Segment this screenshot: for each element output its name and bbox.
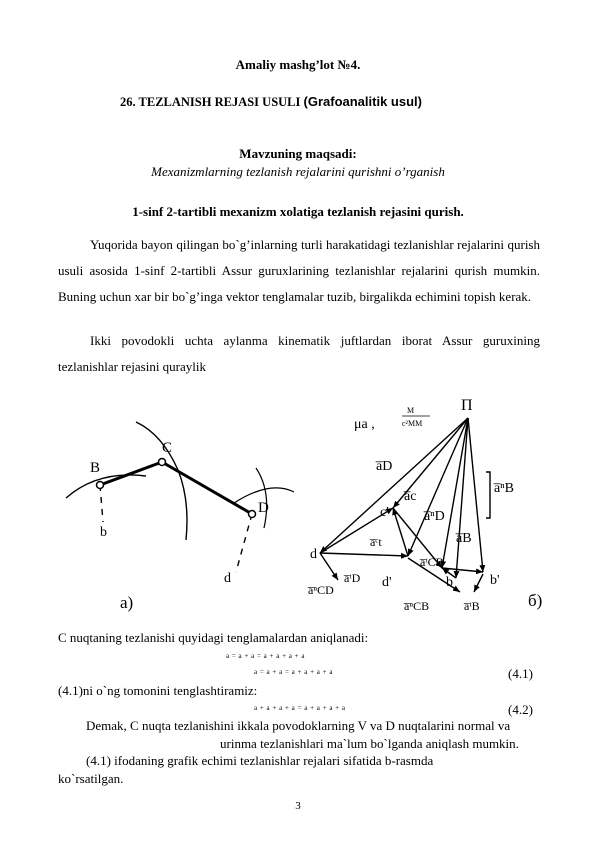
label-C: C (162, 440, 173, 456)
equation-b-number: (4.1) (508, 666, 533, 681)
transition-text: (4.1)ni o`ng tomonini tenglashtiramiz: (58, 683, 258, 698)
conclusion-line-2: urinma tezlanishlari ma`lum bo`lganda aniqlash mumkin. (220, 736, 519, 751)
paragraph-1: Yuqorida bayon qilingan bo`g’inlarning turli harakatidagi tezlanishlar rejalarini qurish usuli asosida 1-sinf 2-tartibli Assur guruxlarining tezlanishlar rejalarini qurish mumkin. Buning uchun xar bir bo`g’inga vektor tenglamalar tuzib, birgalikda echimini topish kerak. (58, 237, 540, 304)
label-aCBn: a̅ⁿCB (404, 599, 430, 613)
equations-intro: C nuqtaning tezlanishi quyidagi tenglamalardan aniqlanadi: (58, 630, 369, 645)
label-b: b (446, 575, 453, 590)
label-aB: a̅B (456, 531, 472, 546)
conclusion-line-3: (4.1) ifodaning grafik echimi tezlanishlar rejalari sifatida b-rasmda (86, 753, 434, 768)
label-d-prime: d' (382, 575, 392, 590)
label-scale: μa , (354, 417, 375, 432)
plan-labels (307, 397, 543, 613)
vector-aB-right (468, 418, 483, 572)
label-aCt: a̅ᶜt (370, 535, 382, 549)
paragraph-2: Ikki povodokli uchta aylanma kinematik juftlardan iborat Assur guruxining tezlanishlar rejasini quraylik (58, 333, 540, 374)
conclusion-line-4: ko`rsatilgan. (58, 771, 124, 786)
mechanism-figure (58, 388, 548, 620)
label-aDt: a̅ᵗD (344, 571, 361, 585)
label-panel-a: a) (120, 593, 134, 612)
label-b-ground: b (100, 525, 107, 540)
section-heading: 1-sinf 2-tartibli mexanizm xolatiga tezlanish rejasini qurish. (132, 204, 464, 219)
label-aBn: a̅ⁿB (494, 481, 514, 496)
label-aCDn: a̅ⁿCD (308, 583, 334, 597)
acceleration-plan (320, 418, 490, 592)
conclusion-line-1: Demak, C nuqta tezlanishini ikkala povodoklarning V va D nuqtalarini normal va (86, 718, 511, 733)
goal-heading: Mavzuning maqsadi: (239, 146, 357, 161)
label-B: B (90, 460, 101, 476)
topic-main: 26. TEZLANISH REJASI USULI (120, 95, 301, 109)
page-number: 3 (295, 800, 301, 812)
label-D: D (258, 500, 269, 516)
label-aDn: a̅ⁿD (424, 509, 445, 524)
mechanism-diagram (66, 422, 294, 612)
equation-b: a = a + a = a + a + a + a (254, 668, 333, 676)
equation-c: a + a + a + a = a + a + a + a (254, 704, 346, 712)
page-title: Amaliy mashg’lot №4. (235, 57, 361, 72)
topic-sub: (Grafoanalitik usul) (303, 94, 422, 109)
label-aCBt: a̅ᵗCB (420, 555, 444, 569)
label-scale-den: c²MM (402, 419, 423, 428)
topic-heading (120, 94, 540, 110)
label-aC: a̅c (404, 489, 417, 504)
label-panel-b: б) (528, 591, 543, 610)
equation-c-number: (4.2) (508, 702, 533, 717)
label-c-prime: c' (380, 505, 389, 520)
goal-text: Mexanizmlarning tezlanish rejalarini qurishni o’rganish (151, 164, 445, 179)
vector-aD (320, 418, 468, 553)
label-aD: a̅D (376, 459, 393, 474)
label-d: d (310, 547, 317, 562)
label-d-ground: d (224, 571, 231, 586)
label-b-prime: b' (490, 573, 500, 588)
equation-a: a = a + a = a + a + a + a (226, 652, 305, 660)
label-scale-num: M (407, 406, 415, 415)
label-aBt: a̅ᵗB (464, 599, 480, 613)
label-pole: П (461, 397, 473, 414)
